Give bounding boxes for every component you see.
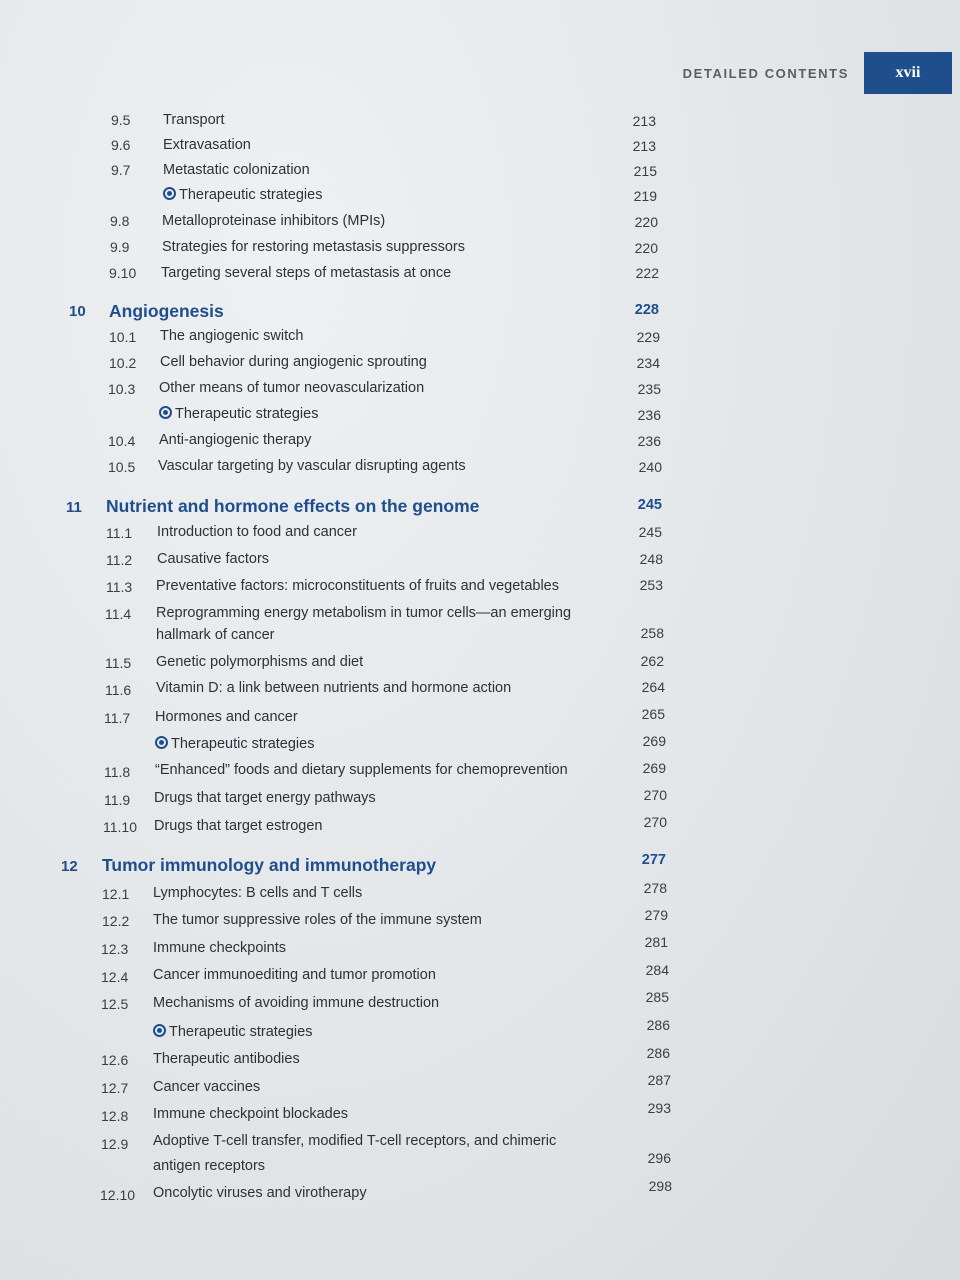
chapter-title: Tumor immunology and immunotherapy bbox=[102, 855, 437, 875]
entry-title: Oncolytic viruses and virotherapy bbox=[153, 1185, 367, 1201]
entry-title: Therapeutic strategies bbox=[179, 187, 323, 203]
entry-page: 220 bbox=[634, 240, 658, 256]
therapeutic-strategies-entry bbox=[153, 1024, 312, 1040]
entry-title: Targeting several steps of metastasis at once bbox=[161, 265, 452, 281]
entry-title: Vitamin D: a link between nutrients and hormone action bbox=[156, 680, 512, 696]
entry-number: 11.2 bbox=[106, 552, 133, 568]
entry-number: 12.2 bbox=[102, 913, 130, 929]
entry-number: 10.1 bbox=[109, 329, 137, 345]
entry-page: 293 bbox=[647, 1100, 671, 1116]
entry-page: 253 bbox=[639, 577, 663, 593]
entry-number: 11.4 bbox=[105, 606, 132, 622]
chapter-number: 12 bbox=[61, 858, 78, 875]
entry-title: Reprogramming energy metabolism in tumor cells—an emerging bbox=[156, 605, 572, 621]
entry-page: 262 bbox=[640, 653, 664, 669]
entry-number: 12.10 bbox=[100, 1187, 136, 1203]
entry-number: 11.7 bbox=[104, 710, 131, 726]
entry-title: Adoptive T-cell transfer, modified T-cell receptors, and chimeric bbox=[153, 1133, 557, 1149]
entry-number: 9.5 bbox=[111, 112, 131, 128]
entry-title: Genetic polymorphisms and diet bbox=[156, 654, 364, 670]
entry-page: 229 bbox=[636, 329, 660, 345]
entry-page: 213 bbox=[632, 113, 656, 129]
entry-page: 240 bbox=[638, 459, 662, 475]
entry-title: Cancer vaccines bbox=[153, 1079, 261, 1095]
therapeutic-strategies-entry bbox=[155, 736, 314, 752]
entry-title: Introduction to food and cancer bbox=[157, 524, 357, 540]
entry-page: 245 bbox=[638, 524, 662, 540]
chapter-page: 228 bbox=[634, 302, 659, 318]
entry-page: 284 bbox=[645, 962, 669, 978]
entry-title: Therapeutic antibodies bbox=[153, 1051, 300, 1067]
entry-title: Causative factors bbox=[157, 551, 270, 567]
entry-title: Cell behavior during angiogenic sprouting bbox=[160, 354, 427, 370]
entry-page: 236 bbox=[637, 407, 661, 423]
entry-number: 10.4 bbox=[108, 433, 136, 449]
entry-page: 222 bbox=[635, 265, 659, 281]
entry-page: 215 bbox=[633, 163, 657, 179]
entry-page: 248 bbox=[639, 551, 663, 567]
entry-number: 12.3 bbox=[101, 941, 129, 957]
target-icon bbox=[163, 187, 176, 200]
entry-title: Therapeutic strategies bbox=[169, 1024, 313, 1040]
entry-number: 9.10 bbox=[109, 265, 137, 281]
target-icon bbox=[159, 406, 172, 419]
entry-title: Mechanisms of avoiding immune destruction bbox=[153, 995, 440, 1011]
chapter-title: Nutrient and hormone effects on the genome bbox=[106, 496, 480, 516]
entry-number: 11.8 bbox=[104, 764, 131, 780]
entry-title: Hormones and cancer bbox=[155, 709, 298, 725]
entry-title: Anti-angiogenic therapy bbox=[159, 432, 312, 448]
entry-page: 270 bbox=[643, 787, 667, 803]
target-icon bbox=[155, 736, 168, 749]
entry-page: 264 bbox=[641, 679, 665, 695]
entry-number: 9.7 bbox=[111, 162, 131, 178]
chapter-number: 10 bbox=[69, 303, 86, 320]
entry-title-continued: antigen receptors bbox=[153, 1158, 266, 1174]
therapeutic-strategies-entry bbox=[163, 187, 322, 203]
entry-page: 286 bbox=[646, 1017, 670, 1033]
chapter-title: Angiogenesis bbox=[109, 301, 224, 321]
entry-page: 287 bbox=[647, 1072, 671, 1088]
entry-page: 236 bbox=[637, 433, 661, 449]
entry-title: Therapeutic strategies bbox=[175, 406, 319, 422]
entry-page: 270 bbox=[643, 814, 667, 830]
entry-number: 11.10 bbox=[103, 819, 137, 835]
entry-page: 213 bbox=[632, 138, 656, 154]
entry-number: 11.9 bbox=[104, 792, 131, 808]
entry-number: 10.3 bbox=[108, 381, 136, 397]
entry-page: 265 bbox=[641, 706, 665, 722]
entry-title: Immune checkpoints bbox=[153, 940, 286, 956]
entry-number: 12.7 bbox=[101, 1080, 129, 1096]
entry-title: Therapeutic strategies bbox=[171, 736, 315, 752]
entry-number: 9.9 bbox=[110, 239, 130, 255]
entry-number: 9.6 bbox=[111, 137, 131, 153]
entry-title: Drugs that target estrogen bbox=[154, 818, 323, 834]
entry-page: 269 bbox=[642, 733, 666, 749]
entry-title: Vascular targeting by vascular disrupting agents bbox=[158, 458, 466, 474]
entry-page: 278 bbox=[643, 880, 667, 896]
entry-number: 12.5 bbox=[101, 996, 129, 1012]
entry-number: 10.2 bbox=[109, 355, 137, 371]
entry-number: 12.1 bbox=[102, 886, 130, 902]
entry-number: 11.3 bbox=[106, 579, 133, 595]
entry-number: 10.5 bbox=[108, 459, 136, 475]
page-number-tab: xvii bbox=[864, 52, 952, 94]
therapeutic-strategies-entry bbox=[159, 406, 318, 422]
entry-title: Extravasation bbox=[163, 137, 251, 153]
entry-title: Strategies for restoring metastasis suppressors bbox=[162, 239, 466, 255]
entry-page: 219 bbox=[633, 188, 657, 204]
entry-page: 279 bbox=[644, 907, 668, 923]
entry-title: Cancer immunoediting and tumor promotion bbox=[153, 967, 436, 983]
entry-title: Other means of tumor neovascularization bbox=[159, 380, 425, 396]
chapter-number: 11 bbox=[66, 499, 82, 516]
entry-title: “Enhanced” foods and dietary supplements for chemoprevention bbox=[155, 762, 568, 778]
entry-title: Metalloproteinase inhibitors (MPIs) bbox=[162, 213, 386, 229]
entry-title: Lymphocytes: B cells and T cells bbox=[153, 885, 363, 901]
entry-page: 234 bbox=[636, 355, 660, 371]
entry-number: 9.8 bbox=[110, 213, 130, 229]
entry-title: Preventative factors: microconstituents of fruits and vegetables bbox=[156, 578, 559, 594]
running-header bbox=[683, 52, 952, 94]
chapter-page: 245 bbox=[637, 497, 662, 513]
entry-page: 269 bbox=[642, 760, 666, 776]
entry-number: 12.6 bbox=[101, 1052, 129, 1068]
target-icon bbox=[153, 1024, 166, 1037]
entry-number: 12.9 bbox=[101, 1136, 129, 1152]
entry-number: 11.1 bbox=[106, 525, 133, 541]
entry-page: 298 bbox=[648, 1178, 672, 1194]
entry-title-continued: hallmark of cancer bbox=[156, 627, 275, 643]
header-label: DETAILED CONTENTS bbox=[682, 65, 849, 81]
entry-number: 12.8 bbox=[101, 1108, 129, 1124]
entry-title: Metastatic colonization bbox=[163, 162, 310, 178]
entry-title: Immune checkpoint blockades bbox=[153, 1106, 349, 1122]
entry-title: The tumor suppressive roles of the immune system bbox=[153, 912, 482, 928]
entry-page: 281 bbox=[644, 934, 668, 950]
entry-number: 12.4 bbox=[101, 969, 129, 985]
entry-page: 285 bbox=[645, 989, 669, 1005]
entry-page: 286 bbox=[646, 1045, 670, 1061]
entry-number: 11.5 bbox=[105, 655, 132, 671]
entry-page: 258 bbox=[640, 625, 664, 641]
entry-number: 11.6 bbox=[105, 682, 132, 698]
chapter-page: 277 bbox=[641, 852, 666, 868]
entry-title: The angiogenic switch bbox=[160, 328, 304, 344]
entry-page: 235 bbox=[637, 381, 661, 397]
entry-page: 220 bbox=[634, 214, 658, 230]
entry-title: Drugs that target energy pathways bbox=[154, 790, 376, 806]
entry-title: Transport bbox=[163, 112, 225, 128]
entry-page: 296 bbox=[647, 1150, 671, 1166]
